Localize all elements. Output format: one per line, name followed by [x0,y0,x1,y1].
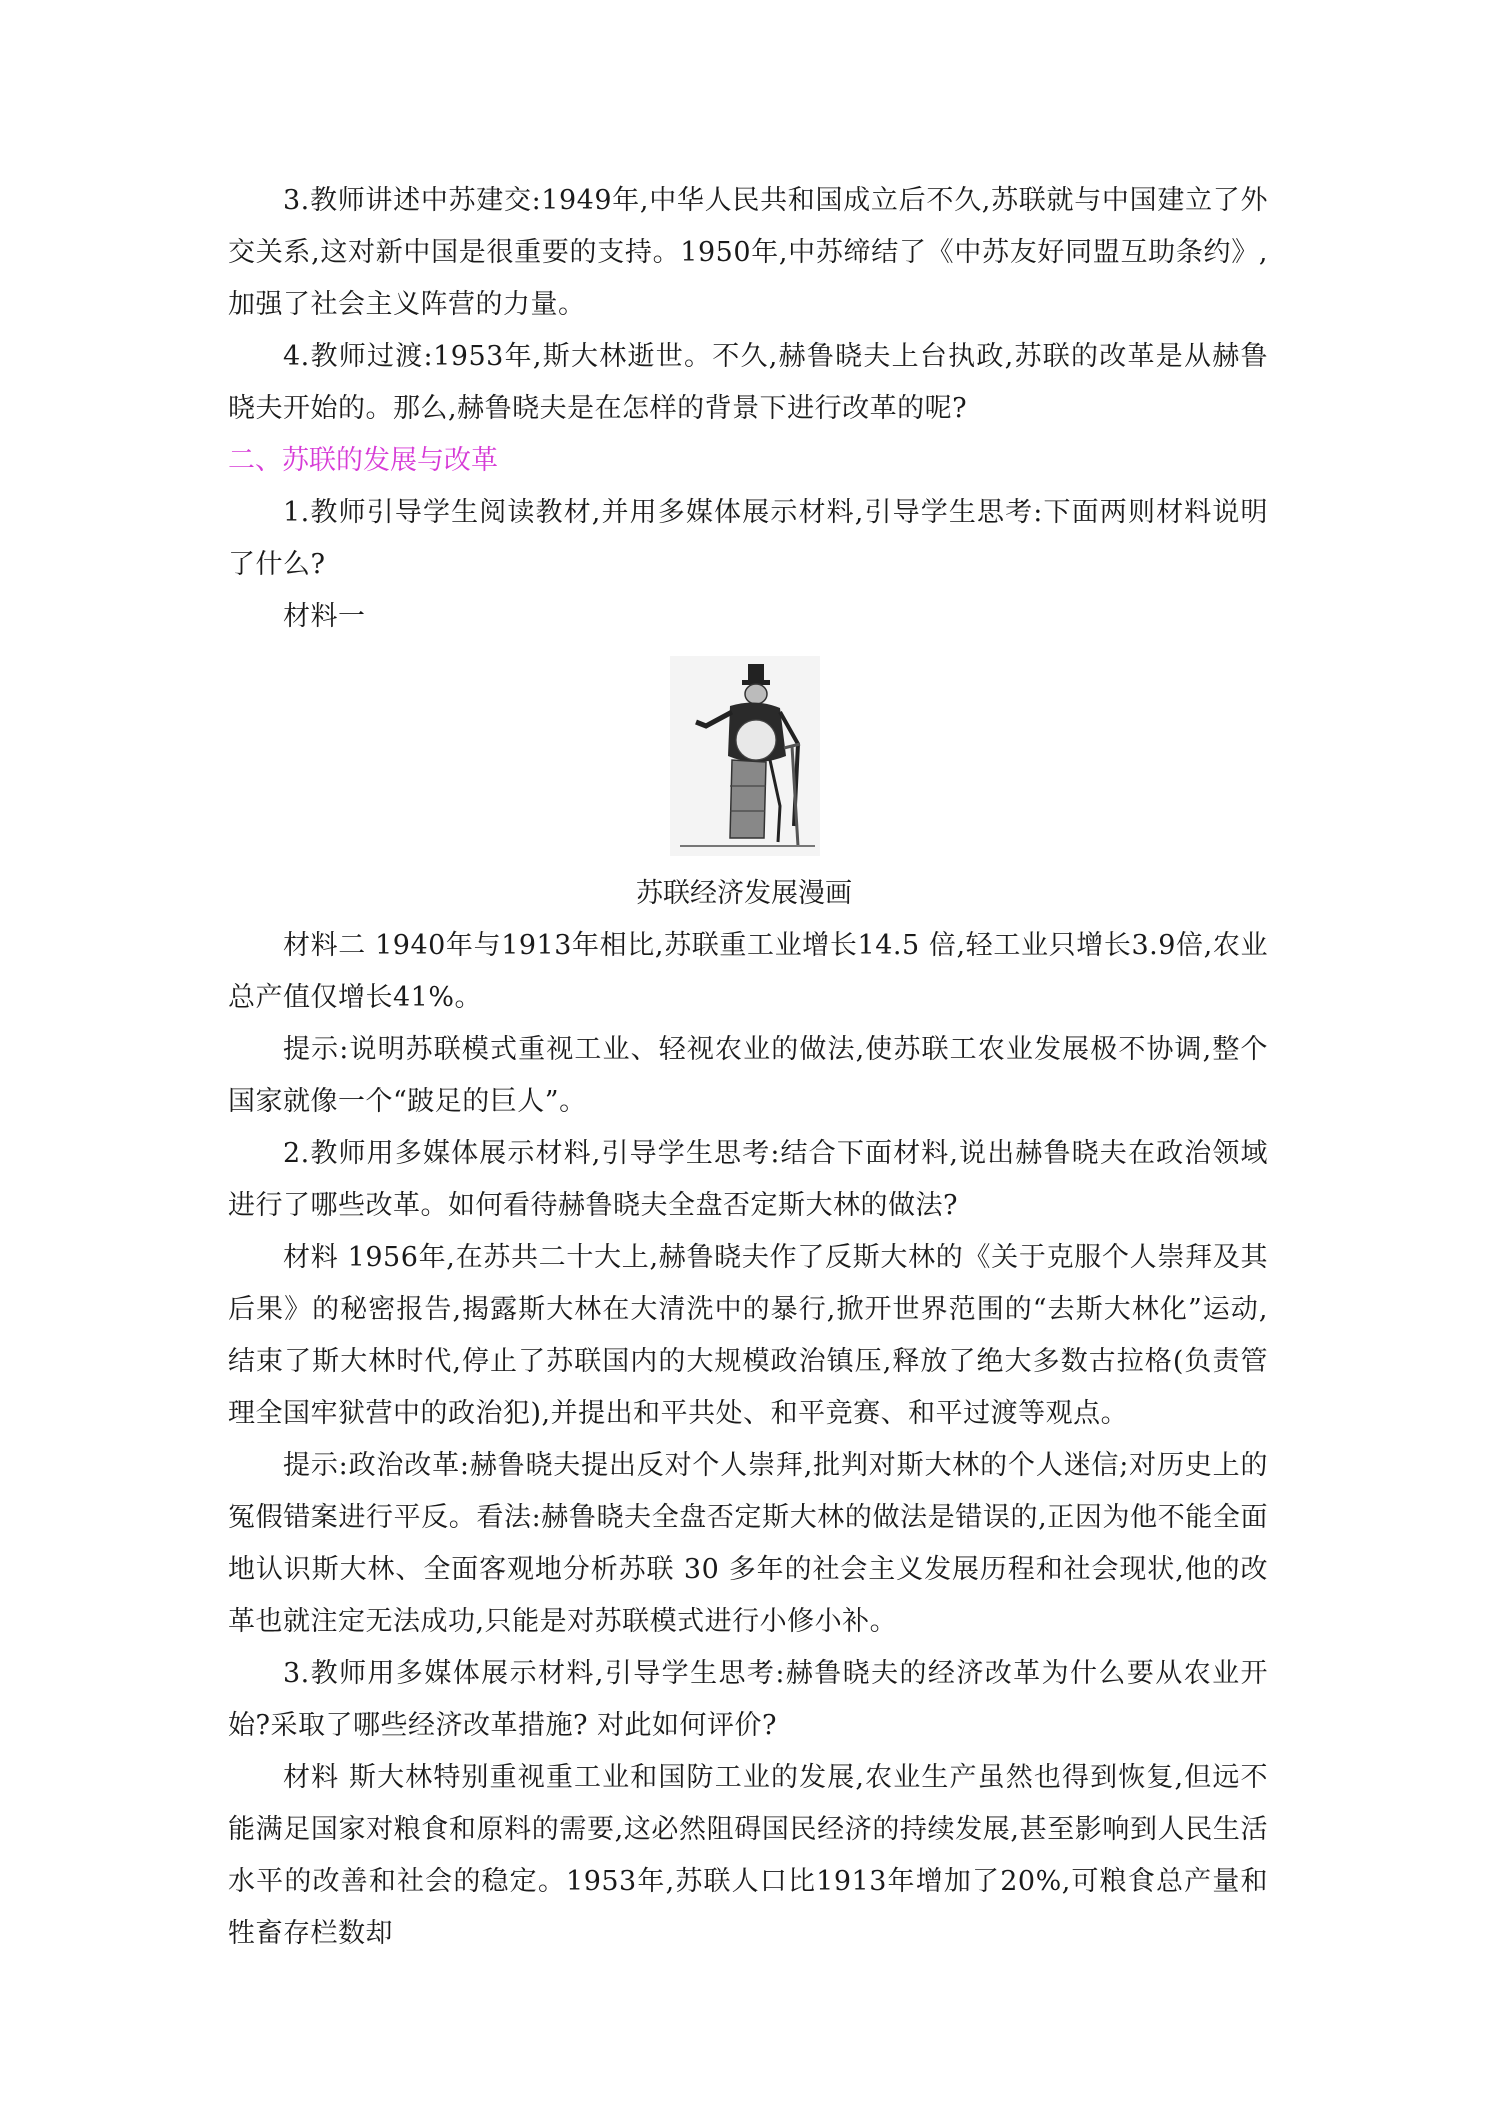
cartoon-illustration [670,656,820,856]
paragraph-transition: 4.教师过渡:1953年,斯大林逝世。不久,赫鲁晓夫上台执政,苏联的改革是从赫鲁晓夫开始的。那么,赫鲁晓夫是在怎样的背景下进行改革的呢? [228,341,1268,424]
paragraph-question-2: 2.教师用多媒体展示材料,引导学生思考:结合下面材料,说出赫鲁晓夫在政治领域进行了哪些改革。如何看待赫鲁晓夫全盘否定斯大林的做法? [228,1138,1268,1221]
material-agriculture: 材料 斯大林特别重视重工业和国防工业的发展,农业生产虽然也得到恢复,但远不能满足国家对粮食和原料的需要,这必然阻碍国民经济的持续发展,甚至影响到人民生活水平的改善和社会的稳定。1953年,苏联人口比1913年增加了20%,可粮食总产量和牲畜存栏数却 [228,1762,1268,1949]
material-two: 材料二 1940年与1913年相比,苏联重工业增长14.5 倍,轻工业只增长3.9倍,农业总产值仅增长41%。 [228,930,1268,1013]
paragraph-question-3: 3.教师用多媒体展示材料,引导学生思考:赫鲁晓夫的经济改革为什么要从农业开始?采取了哪些经济改革措施? 对此如何评价? [228,1658,1268,1741]
material-one-label: 材料一 [283,601,366,632]
material-1956: 材料 1956年,在苏共二十大上,赫鲁晓夫作了反斯大林的《关于克服个人崇拜及其后果》的秘密报告,揭露斯大林在大清洗中的暴行,掀开世界范围的“去斯大林化”运动,结束了斯大林时代,停止了苏联国内的大规模政治镇压,释放了绝大多数古拉格(负责管理全国牢狱营中的政治犯),并提出和平共处、和平竞赛、和平过渡等观点。 [228,1242,1268,1429]
paragraph-sino-soviet-relations: 3.教师讲述中苏建交:1949年,中华人民共和国成立后不久,苏联就与中国建立了外交关系,这对新中国是很重要的支持。1950年,中苏缔结了《中苏友好同盟互助条约》,加强了社会主义阵营的力量。 [228,185,1268,320]
figure-caption: 苏联经济发展漫画 [636,878,852,909]
paragraph-question-1: 1.教师引导学生阅读教材,并用多媒体展示材料,引导学生思考:下面两则材料说明了什么? [228,497,1268,580]
section-heading: 二、苏联的发展与改革 [228,445,498,476]
hint-1: 提示:说明苏联模式重视工业、轻视农业的做法,使苏联工农业发展极不协调,整个国家就像一个“跛足的巨人”。 [228,1034,1268,1117]
hint-2: 提示:政治改革:赫鲁晓夫提出反对个人崇拜,批判对斯大林的个人迷信;对历史上的冤假错案进行平反。看法:赫鲁晓夫全盘否定斯大林的做法是错误的,正因为他不能全面地认识斯大林、全面客观地分析苏联 30 多年的社会主义发展历程和社会现状,他的改革也就注定无法成功,只能是对苏联模式进行小修小补。 [228,1450,1268,1637]
